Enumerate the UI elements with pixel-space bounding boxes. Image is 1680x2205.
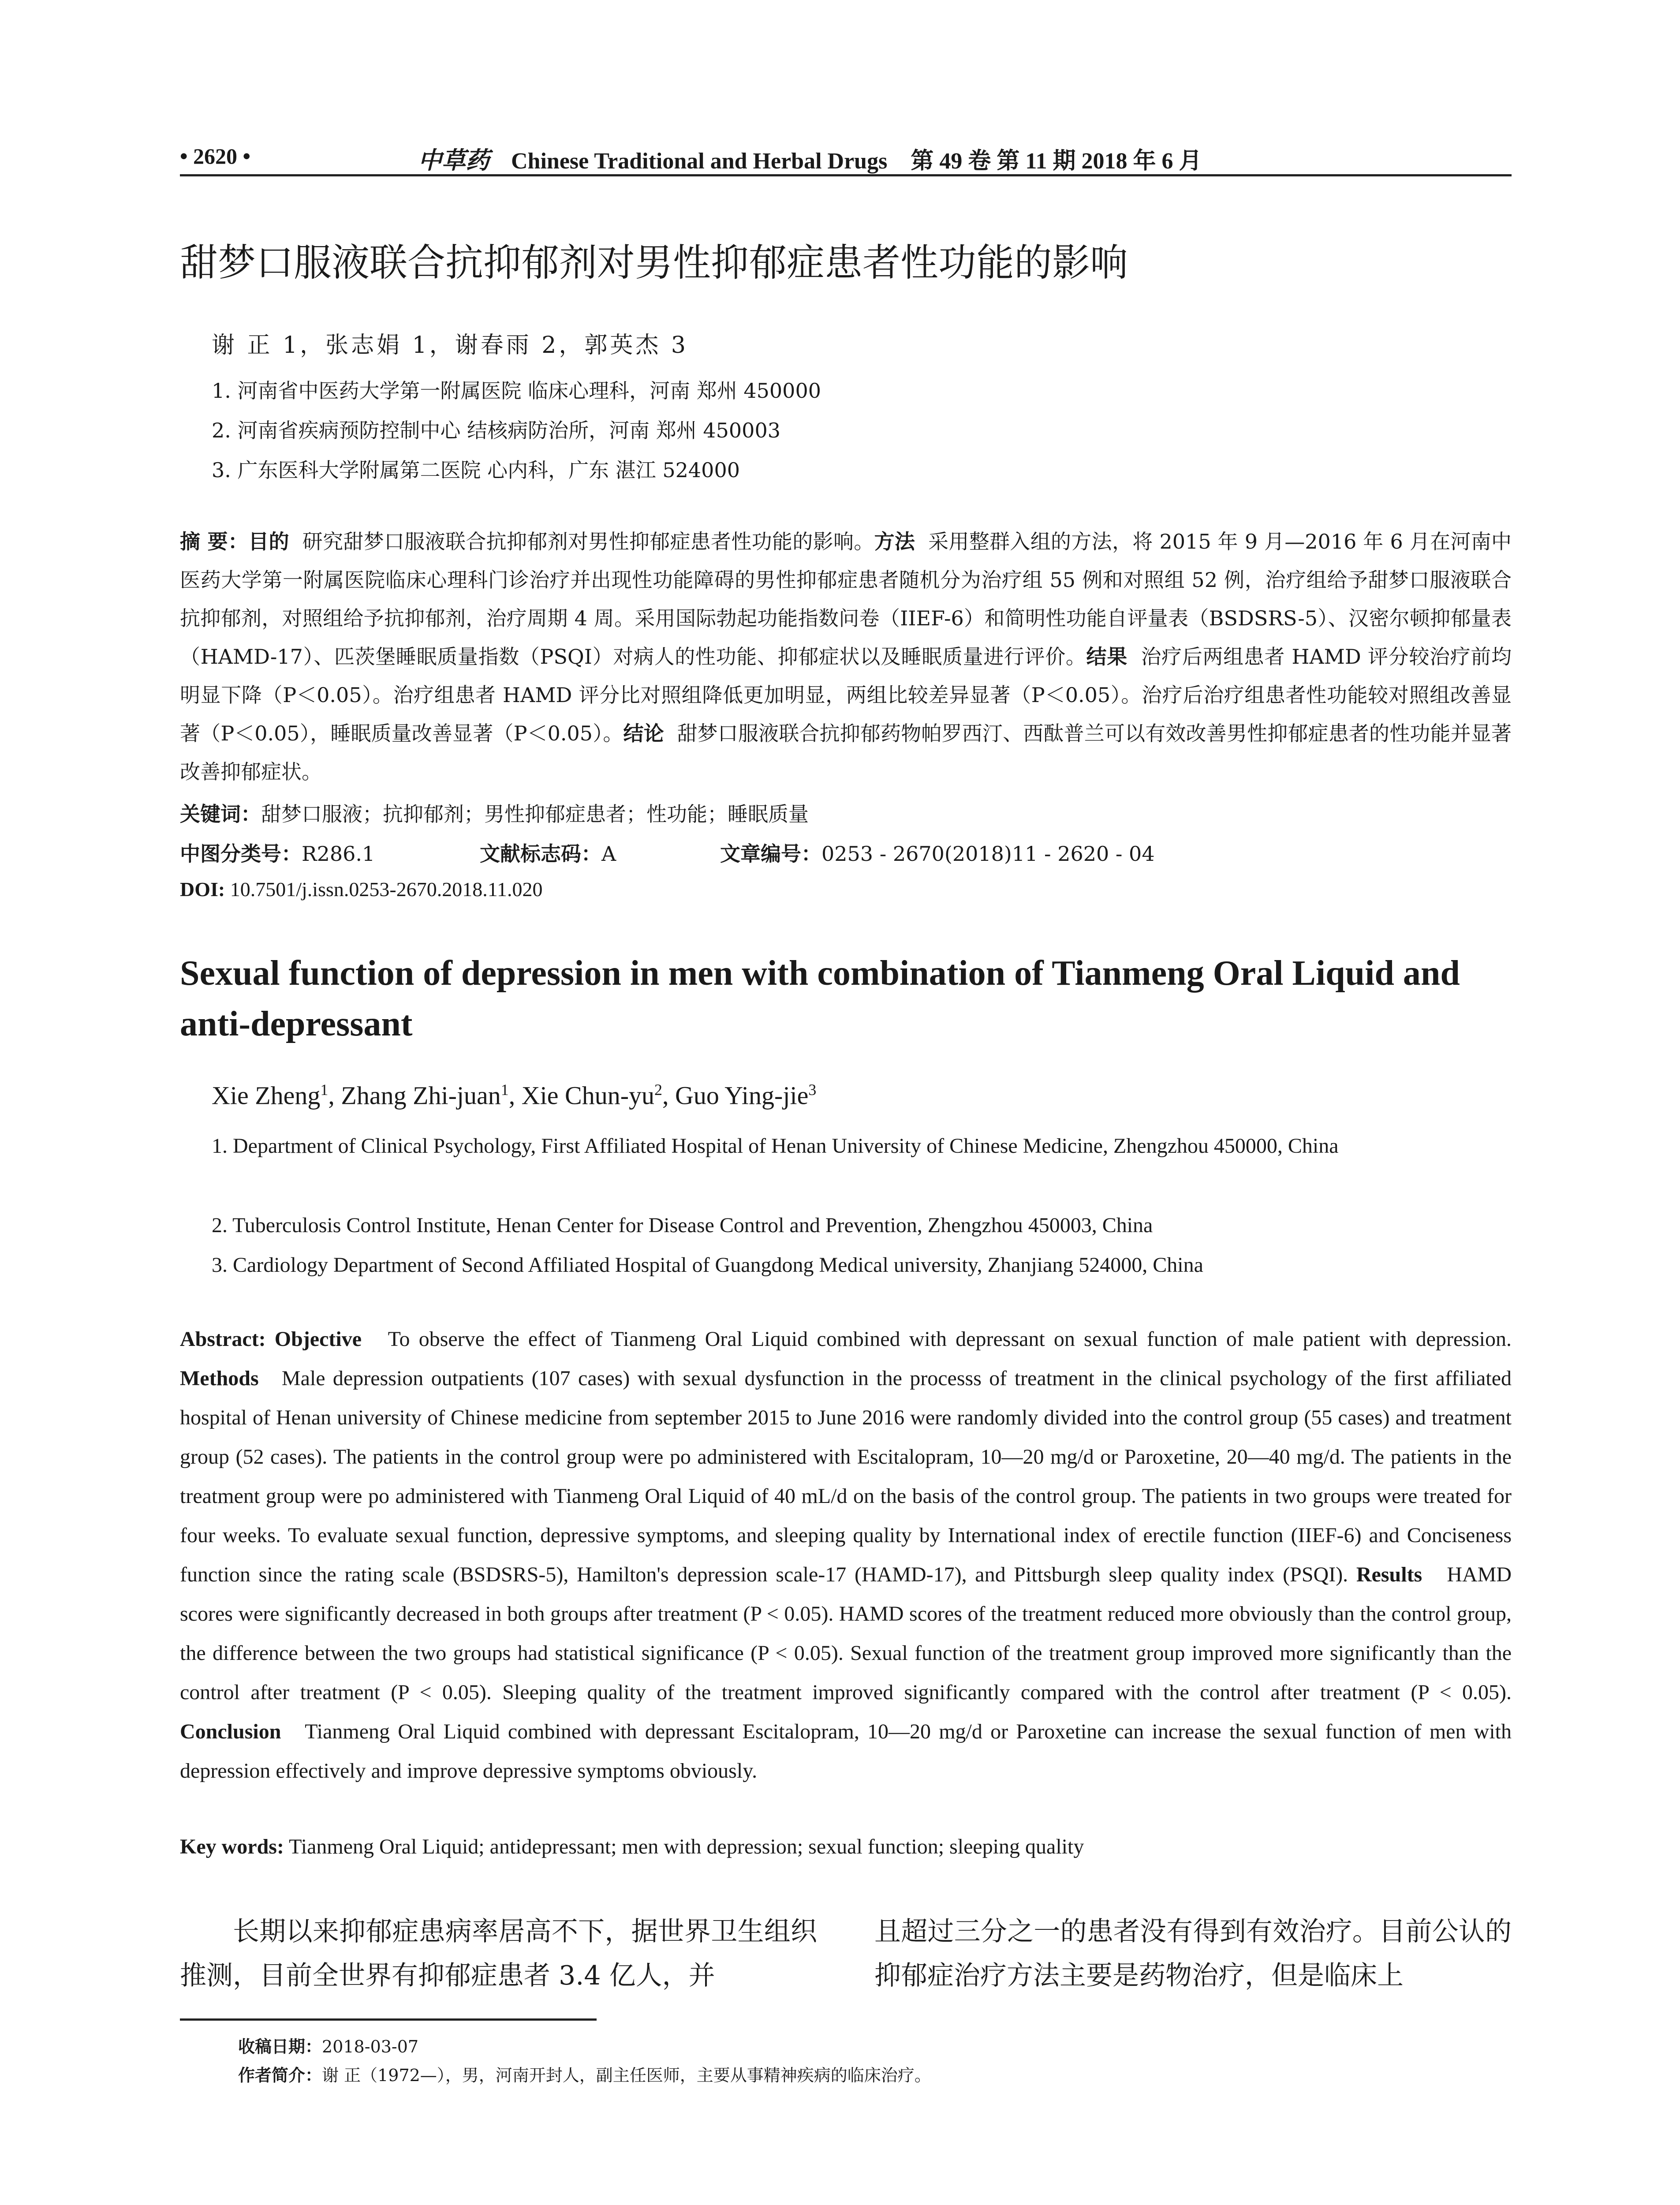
keywords-label: 关键词： <box>180 802 261 826</box>
page-number: • 2620 • <box>180 144 251 168</box>
en-results-text: HAMD scores were significantly decreased in both groups after treatment (P < 0.05). HAMD scores of the treatment reduced more obviously than the control group, the difference between the two groups had statistical significance (P < 0.05). Sexual function of the treatment group improved more significantly than the control after treatment (P < 0.05). Sleeping quality of the treatment improved significantly compared with the control after treatment (P < 0.05). <box>180 1563 1512 1704</box>
body-column-left: 长期以来抑郁症患病率居高不下，据世界卫生组织推测，目前全世界有抑郁症患者 3.4 亿人，并 <box>180 1916 817 1991</box>
en-abstract-label: Abstract: <box>180 1327 266 1351</box>
author-sup-1: 1 <box>320 1081 329 1099</box>
journal-name: Chinese Traditional and Herbal Drugs <box>511 149 888 174</box>
results-text: 治疗后两组患者 HAMD 评分较治疗前均明显下降（P＜0.05）。治疗组患者 HAMD 评分比对照组降低更加明显，两组比较差异显著（P＜0.05）。治疗后治疗组患者性功能较对照组改善显著（P＜0.05），睡眠质量改善显著（P＜0.05）。 <box>180 645 1512 745</box>
english-affiliation-3: 3. Cardiology Department of Second Affiliated Hospital of Guangdong Medical university, Zhanjiang 524000, China <box>212 1253 1203 1277</box>
en-conclusion-label: Conclusion <box>180 1720 281 1743</box>
english-title: Sexual function of depression in men with combination of Tianmeng Oral Liquid and anti-depressant <box>180 954 1460 1043</box>
clc-value: R286.1 <box>302 842 375 866</box>
chinese-abstract <box>180 523 1512 791</box>
doi-line <box>180 878 543 901</box>
english-abstract <box>180 1319 1512 1790</box>
chinese-affiliation-2: 2. 河南省疾病预防控制中心 结核病防治所，河南 郑州 450003 <box>212 419 780 442</box>
en-conclusion-text: Tianmeng Oral Liquid combined with depressant Escitalopram, 10—20 mg/d or Paroxetine can increase the sexual function of men with depression effectively and improve depressive symptoms obviously. <box>180 1720 1512 1783</box>
body-column-right: 且超过三分之一的患者没有得到有效治疗。目前公认的抑郁症治疗方法主要是药物治疗，但是临床上 <box>874 1916 1512 1991</box>
article-no-label: 文章编号： <box>720 842 821 866</box>
keywords-text: 甜梦口服液；抗抑郁剂；男性抑郁症患者；性功能；睡眠质量 <box>261 802 809 826</box>
chinese-authors: 谢 正 1，张志娟 1，谢春雨 2，郭英杰 3 <box>212 332 688 359</box>
doc-code-field <box>480 838 720 867</box>
doi-label: DOI: <box>180 878 225 901</box>
english-keywords <box>180 1835 1084 1859</box>
en-keywords-label: Key words: <box>180 1835 284 1858</box>
english-affiliation-1: 1. Department of Clinical Psychology, First Affiliated Hospital of Henan University of Chinese Medicine, Zhengzhou 450000, China <box>212 1134 1339 1158</box>
clc-label: 中图分类号： <box>180 842 302 866</box>
chinese-affiliation-3: 3. 广东医科大学附属第二医院 心内科，广东 湛江 524000 <box>212 458 740 482</box>
en-results-label: Results <box>1356 1563 1422 1586</box>
journal-issue: 第 49 卷 第 11 期 2018 年 6 月 <box>911 149 1202 174</box>
en-objective-label: Objective <box>274 1327 362 1351</box>
en-objective-text: To observe the effect of Tianmeng Oral Liquid combined with depressant on sexual function of male patient with depression. <box>388 1327 1512 1351</box>
running-header <box>180 139 1512 176</box>
methods-label: 方法 <box>874 530 915 553</box>
article-no-field <box>720 838 1155 867</box>
en-keywords-text: Tianmeng Oral Liquid; antidepressant; men with depression; sexual function; sleeping quality <box>289 1835 1084 1858</box>
methods-text: 采用整群入组的方法，将 2015 年 9 月—2016 年 6 月在河南中医药大学第一附属医院临床心理科门诊治疗并出现性功能障碍的男性抑郁症患者随机分为治疗组 55 例和对照组 52 例，治疗组给予甜梦口服液联合抗抑郁剂，对照组给予抗抑郁剂，治疗周期 4 周。采用国际勃起功能指数问卷（IIEF-6）和简明性功能自评量表（BSDSRS-5）、汉密尔顿抑郁量表（HAMD-17）、匹茨堡睡眠质量指数（PSQI）对病人的性功能、抑郁症状以及睡眠质量进行评价。 <box>180 530 1512 669</box>
objective-label: 目的 <box>248 530 289 553</box>
author-sup-4: 3 <box>808 1081 817 1099</box>
doc-code-value: A <box>601 842 616 866</box>
doc-code-label: 文献标志码： <box>480 842 601 866</box>
en-methods-text: Male depression outpatients (107 cases) with sexual dysfunction in the processs of treatment in the clinical psychology of the first affiliated hospital of Henan university of Chinese medicine from september 2015 to June 2016 were randomly divided into the control group (55 cases) and treatment group (52 cases). The patients in the control group were po administered with Escitalopram, 10—20 mg/d or Paroxetine, 20—40 mg/d. The patients in the treatment group were po administered with Tianmeng Oral Liquid of 40 mL/d on the basis of the control group. The patients in two groups were treated for four weeks. To evaluate sexual function, depressive symptoms, and sleeping quality by International index of erectile function (IIEF-6) and Conciseness function since the rating scale (BSDSRS-5), Hamilton's depression scale-17 (HAMD-17), and Pittsburgh sleep quality index (PSQI). <box>180 1367 1512 1586</box>
received-date: 2018-03-07 <box>322 2037 419 2056</box>
en-methods-label: Methods <box>180 1367 259 1390</box>
author-bio-label: 作者简介： <box>238 2066 322 2085</box>
footnote-author-bio <box>238 2062 931 2086</box>
received-label: 收稿日期： <box>238 2037 322 2056</box>
classification-line <box>180 838 1155 867</box>
conclusion-text: 甜梦口服液联合抗抑郁药物帕罗西汀、西酞普兰可以有效改善男性抑郁症患者的性功能并显著改善抑郁症状。 <box>180 721 1512 784</box>
abstract-label: 摘 要： <box>180 530 249 553</box>
footnote-received <box>238 2033 418 2057</box>
author-sup-3: 2 <box>654 1081 663 1099</box>
english-authors: Xie Zheng$^1$, Zhang Zhi-juan$^1$, Xie Chun-$yu^2$, Guo Ying-jie$^3$ <box>212 1081 817 1110</box>
chinese-affiliation-1: 1. 河南省中医药大学第一附属医院 临床心理科，河南 郑州 450000 <box>212 379 821 403</box>
chinese-keywords <box>180 798 809 827</box>
results-label: 结果 <box>1086 645 1127 669</box>
footnote-divider <box>180 2018 597 2021</box>
author-sup-2: 1 <box>500 1081 509 1099</box>
objective-text: 研究甜梦口服液联合抗抑郁剂对男性抑郁症患者性功能的影响。 <box>302 530 874 553</box>
clc-field <box>180 838 480 867</box>
doi-value: 10.7501/j.issn.0253-2670.2018.11.020 <box>230 878 543 901</box>
author-bio-text: 谢 正（1972—），男，河南开封人，副主任医师，主要从事精神疾病的临床治疗。 <box>322 2066 931 2085</box>
journal-line <box>418 142 1202 176</box>
article-no-value: 0253 - 2670(2018)11 - 2620 - 04 <box>821 842 1155 866</box>
journal-logo: 中草药 <box>418 146 489 174</box>
chinese-title: 甜梦口服液联合抗抑郁剂对男性抑郁症患者性功能的影响 <box>180 241 1128 285</box>
conclusion-label: 结论 <box>623 721 664 745</box>
english-affiliation-2: 2. Tuberculosis Control Institute, Henan Center for Disease Control and Prevention, Zhengzhou 450003, China <box>212 1214 1153 1237</box>
